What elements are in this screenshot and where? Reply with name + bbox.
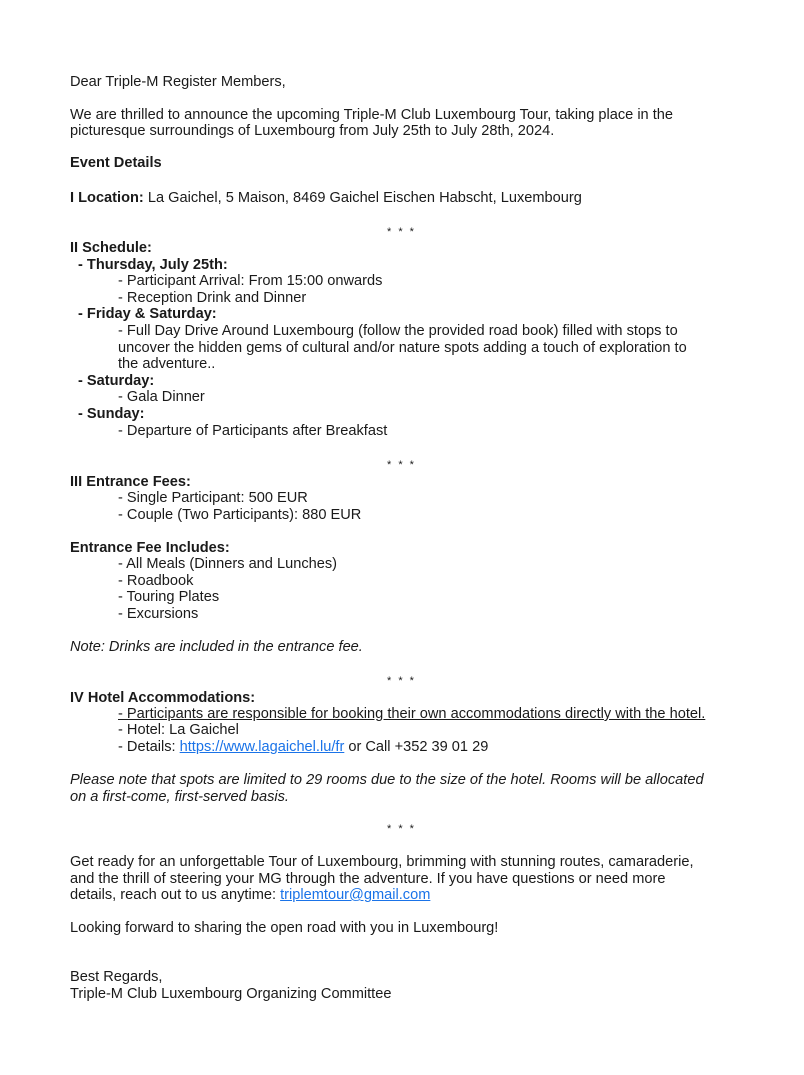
schedule-thursday-item: - Participant Arrival: From 15:00 onwards <box>118 273 383 289</box>
schedule-heading: II Schedule: <box>70 240 152 256</box>
rooms-note-line-1: Please note that spots are limited to 29 rooms due to the size of the hotel. Rooms will be allocated <box>70 772 704 788</box>
schedule-saturday: - Saturday: <box>78 373 155 389</box>
schedule-thursday-item: - Reception Drink and Dinner <box>118 290 307 306</box>
fee-item: - Couple (Two Participants): 880 EUR <box>118 507 362 523</box>
intro-line-2: picturesque surroundings of Luxembourg from July 25th to July 28th, 2024. <box>70 123 555 139</box>
fee-item: - Single Participant: 500 EUR <box>118 490 308 506</box>
closing-line-3 <box>70 887 430 904</box>
drinks-note: Note: Drinks are included in the entrance fee. <box>70 639 363 655</box>
hotel-name: - Hotel: La Gaichel <box>118 722 239 738</box>
email-link[interactable]: triplemtour@gmail.com <box>280 887 431 903</box>
schedule-friday-saturday: - Friday & Saturday: <box>78 306 217 322</box>
intro-line-1: We are thrilled to announce the upcoming Triple-M Club Luxembourg Tour, taking place in the <box>70 107 674 123</box>
schedule-friday-line: uncover the hidden gems of cultural and/or nature spots adding a touch of exploration to <box>118 340 687 356</box>
hotel-website-link[interactable]: https://www.lagaichel.lu/fr <box>179 739 345 755</box>
schedule-sunday: - Sunday: <box>78 406 145 422</box>
location-line <box>70 190 582 207</box>
signoff-line-2: Triple-M Club Luxembourg Organizing Committee <box>70 986 392 1002</box>
separator: * * * <box>387 823 416 835</box>
greeting: Dear Triple-M Register Members, <box>70 74 286 90</box>
hotel-details <box>118 739 488 756</box>
hotel-heading: IV Hotel Accommodations: <box>70 690 256 706</box>
separator: * * * <box>387 226 416 238</box>
schedule-friday-line: the adventure.. <box>118 356 216 372</box>
closing-line-2: and the thrill of steering your MG through the adventure. If you have questions or need more <box>70 871 666 887</box>
rooms-note-line-2: on a first-come, first-served basis. <box>70 789 289 805</box>
schedule-friday-line: - Full Day Drive Around Luxembourg (follow the provided road book) filled with stops to <box>118 323 678 339</box>
hotel-details-prefix: - Details: <box>118 739 180 755</box>
closing-line-3-prefix: details, reach out to us anytime: <box>70 887 281 903</box>
fees-heading: III Entrance Fees: <box>70 474 191 490</box>
signoff-line-1: Best Regards, <box>70 969 163 985</box>
location-value: La Gaichel, 5 Maison, 8469 Gaichel Eischen Habscht, Luxembourg <box>143 190 582 206</box>
hotel-booking-note: - Participants are responsible for booking their own accommodations directly with the hotel. <box>118 706 706 722</box>
includes-item: - Roadbook <box>118 573 194 589</box>
closing-line-1: Get ready for an unforgettable Tour of Luxembourg, brimming with stunning routes, camaraderie, <box>70 854 694 870</box>
hotel-details-suffix: or Call +352 39 01 29 <box>344 739 489 755</box>
includes-heading: Entrance Fee Includes: <box>70 540 230 556</box>
event-details-heading: Event Details <box>70 155 162 171</box>
separator: * * * <box>387 675 416 687</box>
schedule-saturday-item: - Gala Dinner <box>118 389 205 405</box>
separator: * * * <box>387 459 416 471</box>
includes-item: - Excursions <box>118 606 199 622</box>
location-label: I Location: <box>70 190 144 206</box>
includes-item: - All Meals (Dinners and Lunches) <box>118 556 338 572</box>
schedule-thursday: - Thursday, July 25th: <box>78 257 228 273</box>
includes-item: - Touring Plates <box>118 589 220 605</box>
looking-forward: Looking forward to sharing the open road with you in Luxembourg! <box>70 920 499 936</box>
schedule-sunday-item: - Departure of Participants after Breakfast <box>118 423 388 439</box>
